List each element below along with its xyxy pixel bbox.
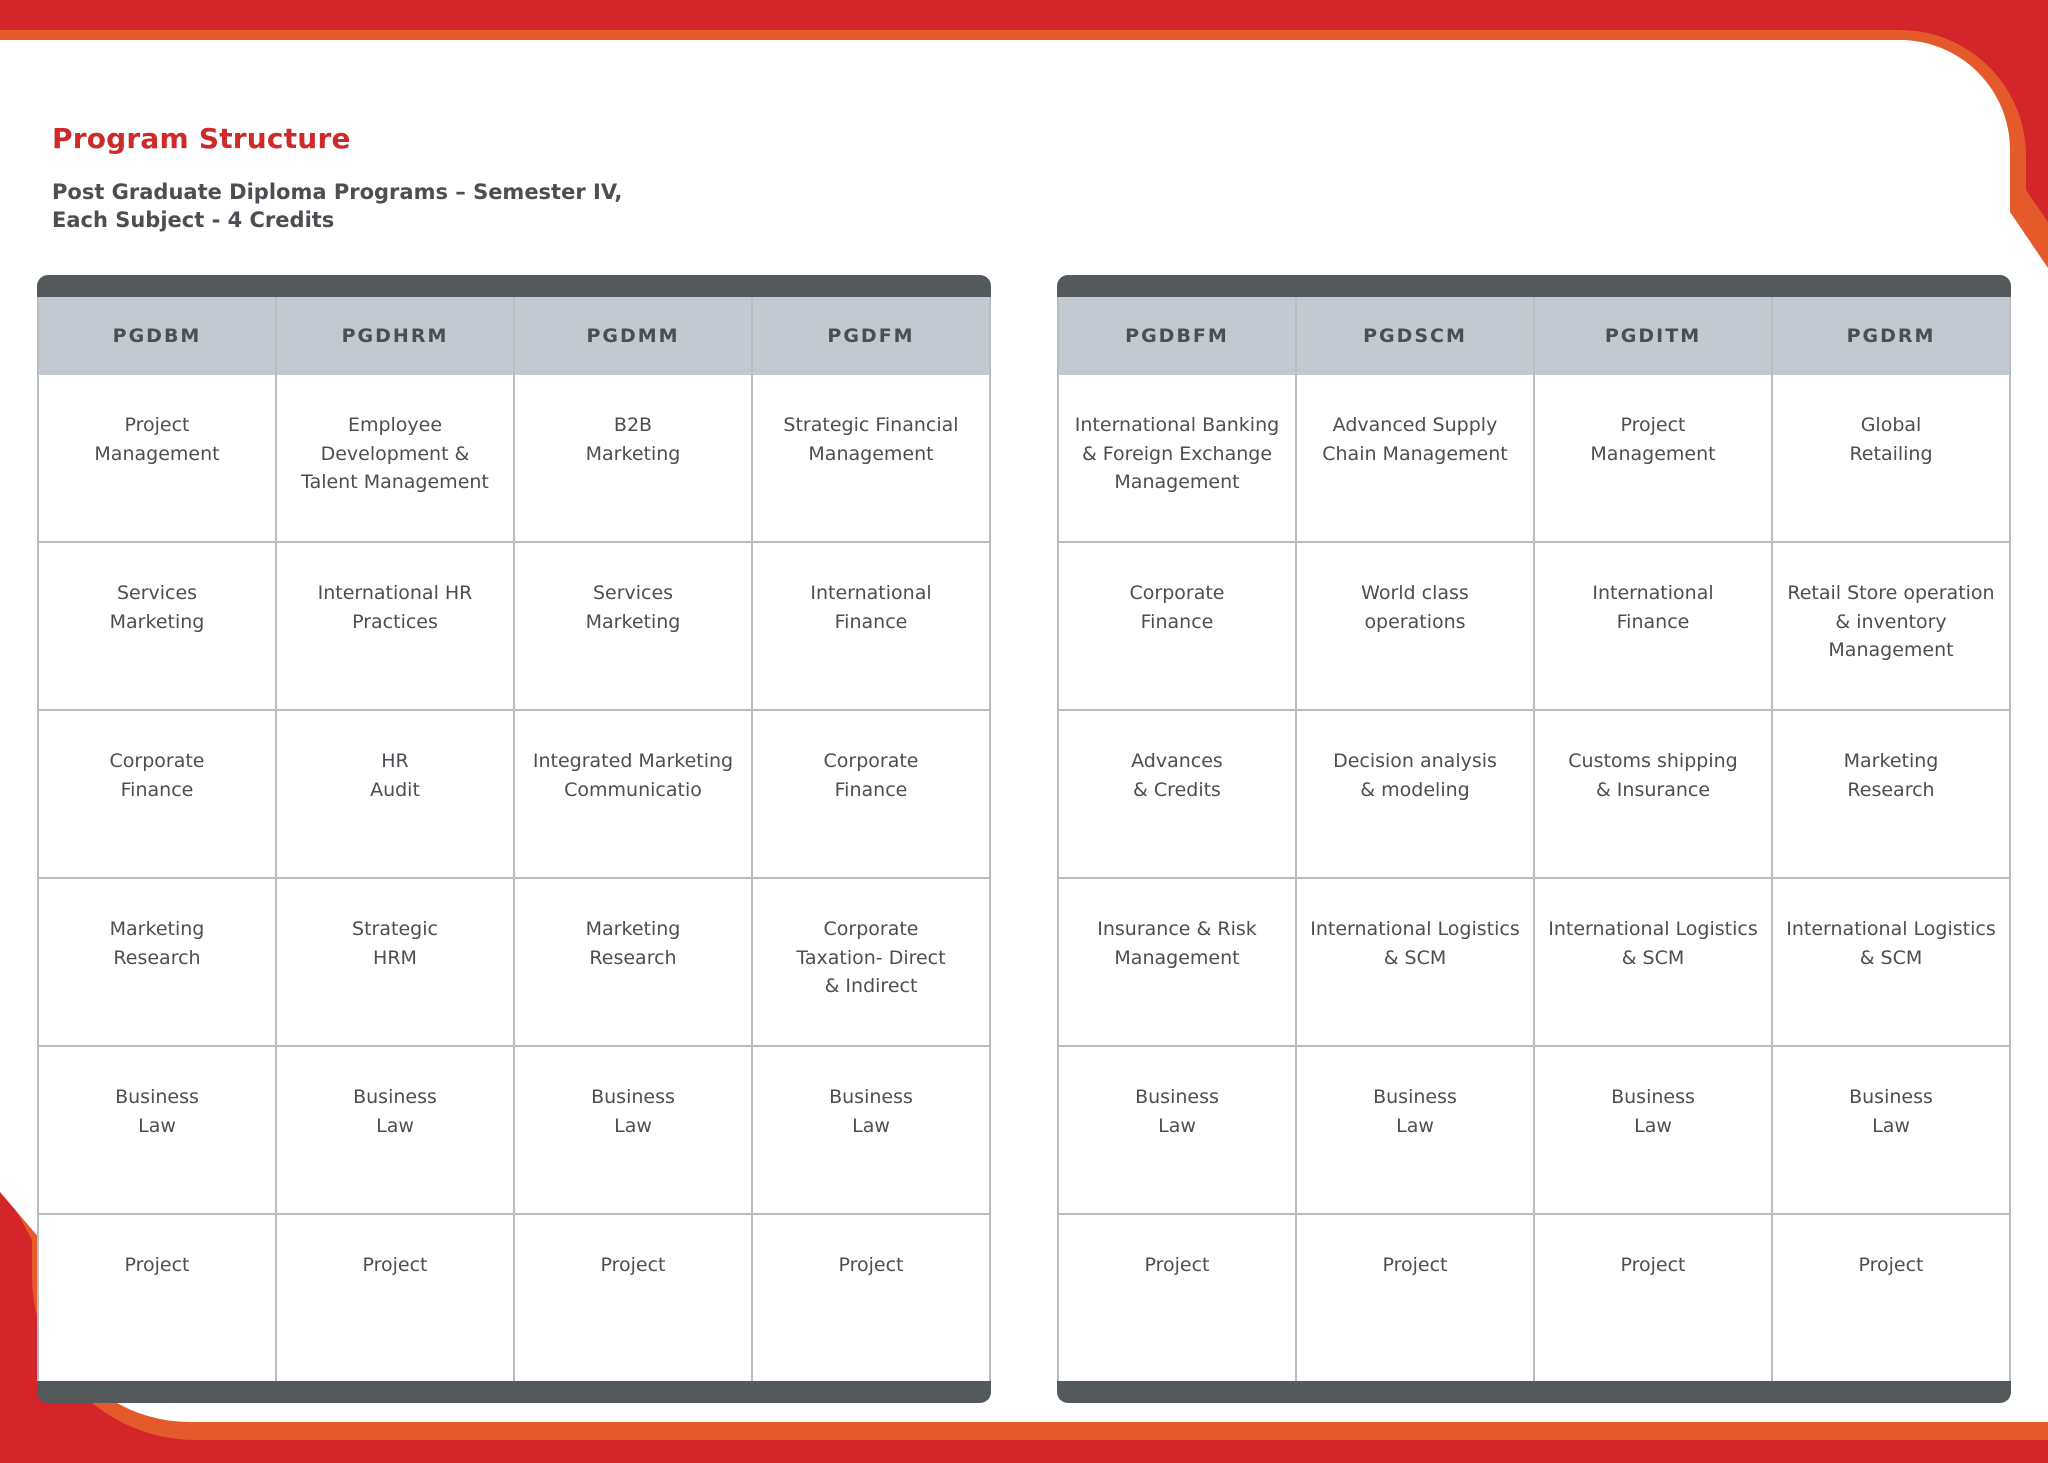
subject-cell: Business Law [514,1046,752,1214]
table-row [38,878,990,1046]
subject-cell: Strategic HRM [276,878,514,1046]
column-header: PGDBM [38,297,276,375]
subject-cell: Project [38,1214,276,1381]
subject-cell: Integrated Marketing Communicatio [514,710,752,878]
subject-cell: Services Marketing [514,542,752,710]
subject-cell: International Logistics & SCM [1534,878,1772,1046]
subject-cell: Corporate Finance [752,710,990,878]
column-header: PGDFM [752,297,990,375]
subject-cell: Global Retailing [1772,375,2010,542]
subject-cell: Advanced Supply Chain Management [1296,375,1534,542]
column-header: PGDRM [1772,297,2010,375]
subject-cell: B2B Marketing [514,375,752,542]
column-header: PGDHRM [276,297,514,375]
table-row [1058,375,2010,542]
subject-cell: Project [752,1214,990,1381]
program-table-left [37,275,991,1403]
subject-cell: International Logistics & SCM [1772,878,2010,1046]
subject-cell: Corporate Taxation- Direct & Indirect [752,878,990,1046]
subject-cell: Retail Store operation & inventory Management [1772,542,2010,710]
program-table-right [1057,275,2011,1403]
table-row [1058,1214,2010,1381]
subject-cell: Business Law [38,1046,276,1214]
table-bottom-bar [1057,1381,2011,1403]
table-row [38,710,990,878]
subject-cell: Project [1534,1214,1772,1381]
table-row [1058,710,2010,878]
subject-cell: International Finance [1534,542,1772,710]
column-header: PGDITM [1534,297,1772,375]
table-row [1058,542,2010,710]
subject-cell: International Banking & Foreign Exchange Management [1058,375,1296,542]
subjects-table [37,297,991,1381]
table-row [1058,1046,2010,1214]
subject-cell: Project [276,1214,514,1381]
subject-cell: Decision analysis & modeling [1296,710,1534,878]
subject-cell: Business Law [752,1046,990,1214]
subject-cell: International HR Practices [276,542,514,710]
subject-cell: HR Audit [276,710,514,878]
table-row [38,1046,990,1214]
column-header: PGDBFM [1058,297,1296,375]
subject-cell: Insurance & Risk Management [1058,878,1296,1046]
page-title: Program Structure [52,122,351,155]
table-row [38,542,990,710]
subject-cell: Business Law [1296,1046,1534,1214]
page-subtitle [52,178,622,234]
subject-cell: World class operations [1296,542,1534,710]
column-header: PGDMM [514,297,752,375]
table-row [38,1214,990,1381]
table-header-row [1058,297,2010,375]
subject-cell: Project [1058,1214,1296,1381]
subject-cell: Business Law [276,1046,514,1214]
subject-cell: Project Management [38,375,276,542]
subject-cell: International Logistics & SCM [1296,878,1534,1046]
subject-cell: Business Law [1058,1046,1296,1214]
subtitle-line-1: Post Graduate Diploma Programs – Semester IV, [52,180,623,204]
subject-cell: Services Marketing [38,542,276,710]
subject-cell: Marketing Research [38,878,276,1046]
subject-cell: Employee Development & Talent Management [276,375,514,542]
subject-cell: Project [514,1214,752,1381]
subject-cell: Corporate Finance [1058,542,1296,710]
subject-cell: Project [1296,1214,1534,1381]
table-bottom-bar [37,1381,991,1403]
table-top-bar [37,275,991,297]
subject-cell: Business Law [1772,1046,2010,1214]
column-header: PGDSCM [1296,297,1534,375]
subtitle-line-2: Each Subject - 4 Credits [52,208,335,232]
table-top-bar [1057,275,2011,297]
subject-cell: Project Management [1534,375,1772,542]
subjects-table [1057,297,2011,1381]
table-row [38,375,990,542]
subject-cell: Advances & Credits [1058,710,1296,878]
subject-cell: Project [1772,1214,2010,1381]
table-header-row [38,297,990,375]
table-row [1058,878,2010,1046]
subject-cell: Marketing Research [514,878,752,1046]
subject-cell: Marketing Research [1772,710,2010,878]
subject-cell: Corporate Finance [38,710,276,878]
subject-cell: Business Law [1534,1046,1772,1214]
subject-cell: International Finance [752,542,990,710]
subject-cell: Customs shipping & Insurance [1534,710,1772,878]
subject-cell: Strategic Financial Management [752,375,990,542]
